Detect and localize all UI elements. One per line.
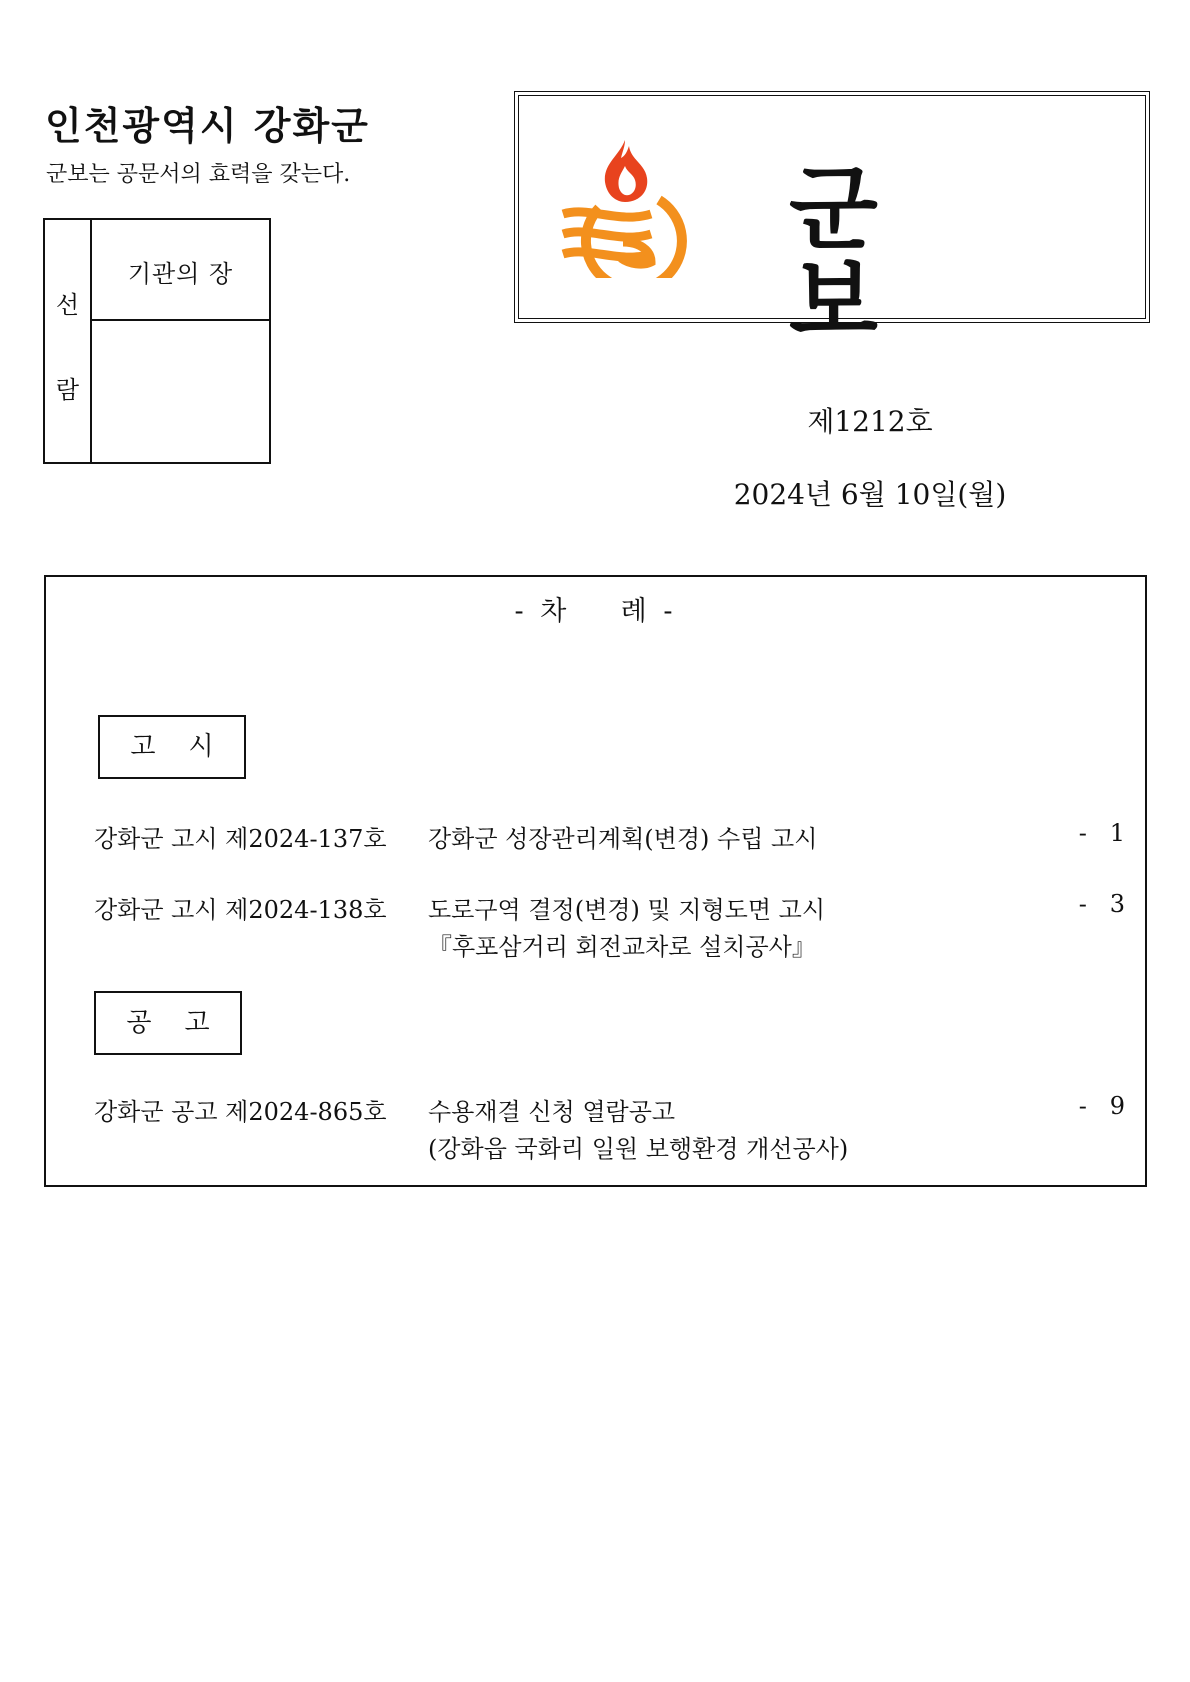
section-label-announcement xyxy=(94,991,242,1055)
toc-entry-title: 수용재결 신청 열람공고 xyxy=(428,1098,676,1126)
approval-side-label-1: 선 xyxy=(55,291,80,319)
county-emblem-logo xyxy=(559,138,689,278)
toc-entry-number: 강화군 고시 제2024-137호 xyxy=(94,825,387,853)
city-title: 인천광역시 강화군 xyxy=(45,104,370,148)
banner-inner-frame xyxy=(518,95,1146,355)
bulletin-subtitle: 군보는 공문서의 효력을 갖는다. xyxy=(46,162,351,187)
toc-entry-number: 강화군 고시 제2024-138호 xyxy=(94,896,387,924)
section-label-notice xyxy=(98,715,246,779)
section-label-text: 공 고 xyxy=(126,1008,210,1038)
issue-date: 2024년 6월 10일(월) xyxy=(733,478,1007,511)
section-label-text: 고 시 xyxy=(130,732,214,762)
toc-entry-title: 도로구역 결정(변경) 및 지형도면 고시 xyxy=(428,896,826,924)
toc-entry-number: 강화군 공고 제2024-865호 xyxy=(94,1098,387,1126)
approval-header-label: 기관의 장 xyxy=(127,260,234,288)
toc-entry-page: - 1 xyxy=(1078,819,1125,847)
approval-header-cell xyxy=(92,220,269,321)
approval-side-column xyxy=(45,220,92,462)
toc-entry-subtitle: (강화읍 국화리 일원 보행환경 개선공사) xyxy=(428,1135,849,1163)
toc-entry-page: - 3 xyxy=(1078,890,1125,918)
issue-number: 제1212호 xyxy=(807,405,933,438)
approval-side-label-2: 람 xyxy=(55,376,80,404)
toc-entry-title: 강화군 성장관리계획(변경) 수립 고시 xyxy=(428,825,818,853)
toc-entry-page: - 9 xyxy=(1078,1092,1125,1120)
toc-title: - 차 례 - xyxy=(514,596,677,627)
approval-box xyxy=(43,218,271,464)
toc-entry-subtitle: 『후포삼거리 회전교차로 설치공사』 xyxy=(428,933,816,961)
table-of-contents xyxy=(44,575,1147,1187)
bulletin-title: 군보 xyxy=(789,156,1008,355)
bulletin-banner xyxy=(514,91,1150,355)
